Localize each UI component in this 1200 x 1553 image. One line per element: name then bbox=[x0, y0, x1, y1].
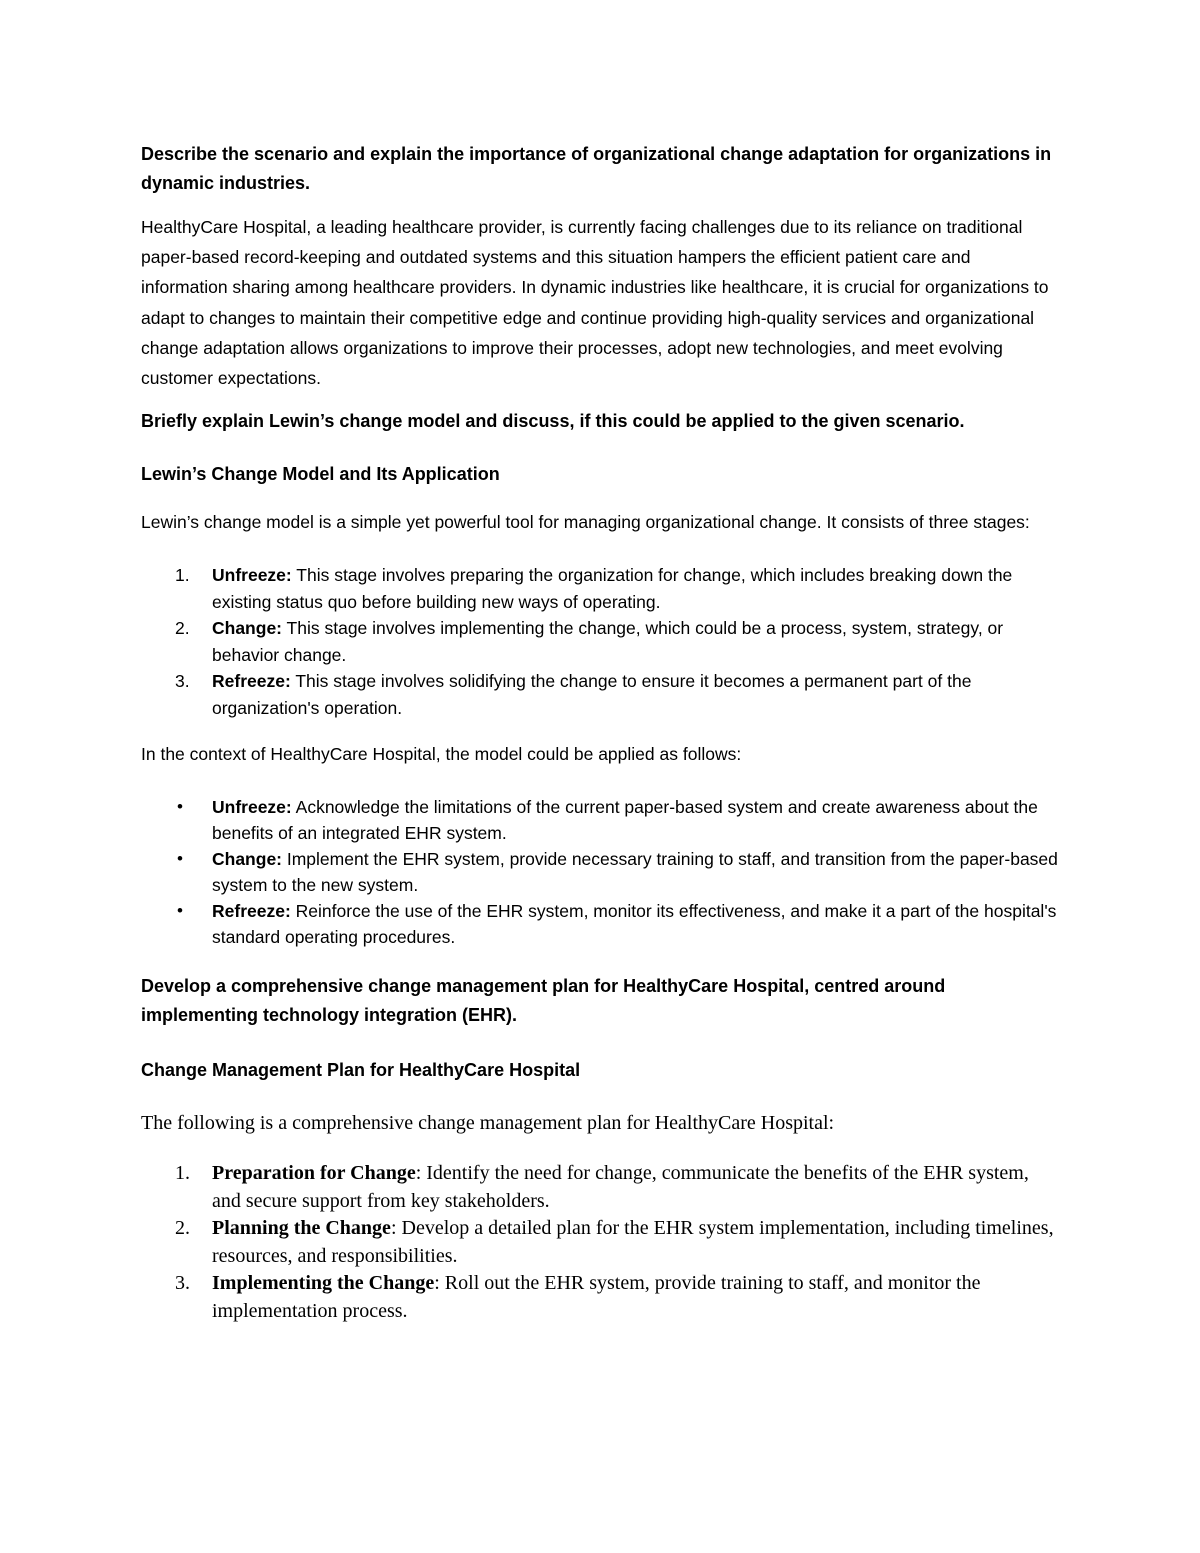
list-item-label: Planning the Change bbox=[212, 1217, 391, 1240]
list-item-label: Refreeze: bbox=[212, 671, 291, 692]
list-item-label: Implementing the Change bbox=[212, 1272, 435, 1295]
bullet-icon: • bbox=[177, 797, 183, 817]
lewin-intro-paragraph: Lewin’s change model is a simple yet powerful tool for managing organizational change. It consists of three stages: bbox=[141, 512, 1030, 533]
list-item bbox=[141, 562, 1061, 615]
section-subheading-lewin: Lewin’s Change Model and Its Application bbox=[141, 464, 500, 485]
lewin-stages-list bbox=[141, 562, 1061, 721]
list-number: 1. bbox=[175, 565, 190, 586]
list-item-label: Unfreeze: bbox=[212, 797, 292, 818]
list-number: 3. bbox=[175, 1272, 190, 1295]
list-item-text: This stage involves solidifying the change to ensure it becomes a permanent part of the organization's operation. bbox=[212, 671, 972, 718]
list-item bbox=[141, 794, 1061, 846]
list-item bbox=[141, 1160, 1061, 1215]
list-item-label: Preparation for Change bbox=[212, 1162, 416, 1185]
section-subheading-plan: Change Management Plan for HealthyCare Hospital bbox=[141, 1060, 581, 1081]
list-item bbox=[141, 615, 1061, 668]
list-item-label: Unfreeze: bbox=[212, 565, 292, 586]
list-item-label: Change: bbox=[212, 849, 282, 870]
list-number: 1. bbox=[175, 1162, 190, 1185]
plan-steps-list bbox=[141, 1160, 1061, 1325]
list-item-text: Reinforce the use of the EHR system, monitor its effectiveness, and make it a part of the hospital's standard operating procedures. bbox=[212, 901, 1057, 948]
question-heading-2: Briefly explain Lewin’s change model and discuss, if this could be applied to the given scenario. bbox=[141, 411, 965, 432]
list-item-label: Refreeze: bbox=[212, 901, 291, 922]
scenario-paragraph: HealthyCare Hospital, a leading healthcare provider, is currently facing challenges due to its reliance on traditional paper-based record-keeping and outdated systems and this situation hampers the efficient patient care and information sharing among healthcare providers. In dynamic industries like healthcare, it is crucial for organizations to adapt to changes to maintain their competitive edge and continue providing high-quality services and organizational change adaptation allows organizations to improve their processes, adopt new technologies, and meet evolving customer expectations. bbox=[141, 217, 1049, 389]
plan-intro-paragraph: The following is a comprehensive change management plan for HealthyCare Hospital: bbox=[141, 1112, 835, 1135]
list-item-text: : Identify the need for change, communicate the benefits of the EHR system, and secure support from key stakeholders. bbox=[212, 1162, 1029, 1212]
list-item bbox=[141, 1215, 1061, 1270]
application-bullet-list bbox=[141, 794, 1061, 950]
question-heading-1: Describe the scenario and explain the importance of organizational change adaptation for organizations in dynamic industries. bbox=[141, 144, 1052, 193]
question-heading-3: Develop a comprehensive change management plan for HealthyCare Hospital, centred around implementing technology integration (EHR). bbox=[141, 976, 946, 1026]
list-item-text: : Develop a detailed plan for the EHR system implementation, including timelines, resources, and responsibilities. bbox=[212, 1217, 1054, 1267]
list-item bbox=[141, 898, 1061, 950]
list-item-text: : Roll out the EHR system, provide training to staff, and monitor the implementation process. bbox=[212, 1272, 981, 1322]
list-number: 2. bbox=[175, 618, 190, 639]
list-item bbox=[141, 846, 1061, 898]
list-item bbox=[141, 1270, 1061, 1325]
list-item-label: Change: bbox=[212, 618, 282, 639]
list-item-text: Implement the EHR system, provide necessary training to staff, and transition from the paper-based system to the new system. bbox=[212, 849, 1058, 896]
list-item bbox=[141, 668, 1061, 721]
bullet-icon: • bbox=[177, 901, 183, 921]
context-paragraph: In the context of HealthyCare Hospital, the model could be applied as follows: bbox=[141, 744, 742, 765]
document-content bbox=[141, 140, 1061, 1325]
list-number: 3. bbox=[175, 671, 190, 692]
list-item-text: This stage involves preparing the organization for change, which includes breaking down the existing status quo before building new ways of operating. bbox=[212, 565, 1013, 612]
list-number: 2. bbox=[175, 1217, 190, 1240]
bullet-icon: • bbox=[177, 849, 183, 869]
list-item-text: This stage involves implementing the change, which could be a process, system, strategy, or behavior change. bbox=[212, 618, 1004, 665]
list-item-text: Acknowledge the limitations of the current paper-based system and create awareness about the benefits of an integrated EHR system. bbox=[212, 797, 1038, 844]
